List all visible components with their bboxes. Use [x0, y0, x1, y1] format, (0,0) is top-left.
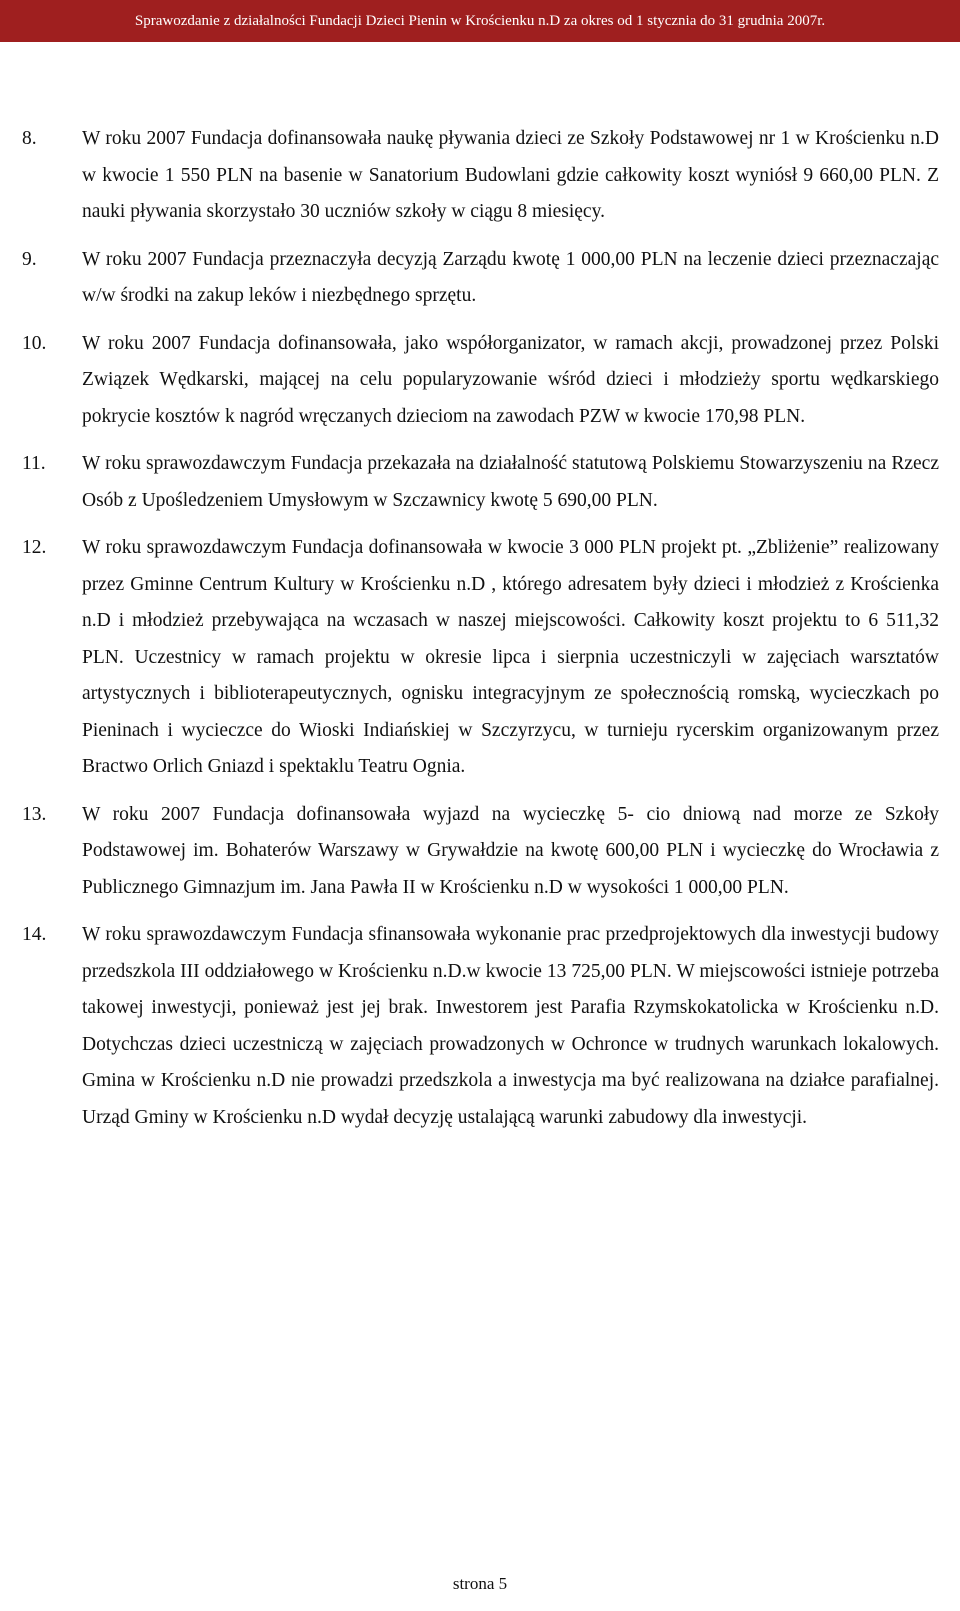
page-number: strona 5	[452, 1574, 508, 1593]
item-number: 13.	[22, 803, 47, 825]
item-number: 8.	[22, 128, 37, 149]
item-number: 10.	[22, 332, 47, 354]
item-number: 12.	[22, 537, 47, 558]
list-item	[0, 446, 960, 519]
item-text: W roku 2007 Fundacja dofinansowała wyjazd na wycieczkę 5- cio dniową nad morze ze Szkoły Podstawowej im. Bohaterów Warszawy w Grywałdzie na kwotę 600,00 PLN i wycieczkę do Wrocławia z Publicznego Gimnazjum im. Jana Pawła II w Krościenku n.D w wysokości 1 000,00 PLN.	[82, 803, 939, 898]
item-text: W roku sprawozdawczym Fundacja sfinansowała wykonanie prac przedprojektowych dla inwestycji budowy przedszkola III oddziałowego w Krościenku n.D.w kwocie 13 725,00 PLN. W miejscowości istnieje potrzeba takowej inwestycji, ponieważ jest jej brak. Inwestorem jest Parafia Rzymskokatolicka w Krościenku n.D. Dotychczas dzieci uczestniczą w zajęciach prowadzonych w Ochronce w trudnych warunkach lokalowych. Gmina w Krościenku n.D nie prowadzi przedszkola a inwestycja ma być realizowana na działce parafialnej. Urząd Gminy w Krościenku n.D wydał decyzję ustalającą warunki zabudowy dla inwestycji.	[82, 924, 939, 1128]
item-text: W roku sprawozdawczym Fundacja przekazała na działalność statutową Polskiemu Stowarzyszeniu na Rzecz Osób z Upośledzeniem Umysłowym w Szczawnicy kwotę 5 690,00 PLN.	[82, 453, 939, 511]
item-text: W roku 2007 Fundacja dofinansowała naukę pływania dzieci ze Szkoły Podstawowej nr 1 w Krościenku n.D w kwocie 1 550 PLN na basenie w Sanatorium Budowlani gdzie całkowity koszt wyniósł 9 660,00 PLN. Z nauki pływania skorzystało 30 uczniów szkoły w ciągu 8 miesięcy.	[82, 128, 939, 222]
list-item	[0, 326, 960, 436]
item-text: W roku sprawozdawczym Fundacja dofinansowała w kwocie 3 000 PLN projekt pt. „Zbliżenie” realizowany przez Gminne Centrum Kultury w Krościenku n.D , którego adresatem były dzieci i młodzież z Krościenka n.D i młodzież przebywająca na wczasach w naszej miejscowości. Całkowity koszt projektu to 6 511,32 PLN. Uczestnicy w ramach projektu w okresie lipca i sierpnia uczestniczyli w zajęciach warsztatów artystycznych i biblioterapeutycznych, ognisku integracyjnym ze społecznością romską, wycieczkach po Pieninach i wycieczce do Wioski Indiańskiej w Szczyrzycu, w turnieju rycerskim organizowanym przez Bractwo Orlich Gniazd i spektaklu Teatru Ognia.	[82, 537, 939, 777]
list-item	[0, 797, 960, 907]
item-text: W roku 2007 Fundacja dofinansowała, jako współorganizator, w ramach akcji, prowadzonej przez Polski Związek Wędkarski, mającej na celu popularyzowanie wśród dzieci i młodzieży sportu wędkarskiego pokrycie kosztów k nagród wręczanych dzieciom na zawodach PZW w kwocie 170,98 PLN.	[82, 332, 939, 427]
page-header: Sprawozdanie z działalności Fundacji Dzieci Pienin w Krościenku n.D za okres od 1 stycznia do 31 grudnia 2007r.	[0, 0, 960, 42]
list-item	[0, 121, 960, 231]
item-number: 11.	[22, 453, 46, 474]
item-number: 14.	[22, 924, 47, 945]
item-number: 9.	[22, 248, 37, 270]
list-item	[0, 530, 960, 786]
list-item	[0, 242, 960, 315]
item-text: W roku 2007 Fundacja przeznaczyła decyzją Zarządu kwotę 1 000,00 PLN na leczenie dzieci przeznaczając w/w środki na zakup leków i niezbędnego sprzętu.	[82, 248, 939, 306]
list-item	[0, 917, 960, 1136]
report-content	[0, 121, 960, 1147]
